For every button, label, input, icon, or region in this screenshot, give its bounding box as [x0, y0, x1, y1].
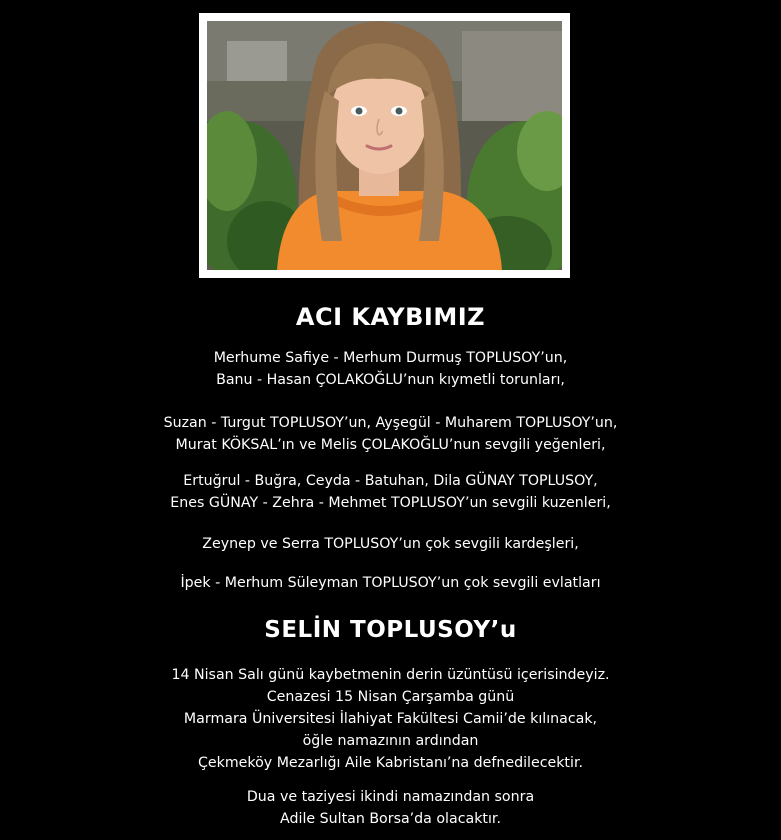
deceased-name: SELİN TOPLUSOY’u — [264, 617, 517, 643]
text-line: Murat KÖKSAL’ın ve Melis ÇOLAKOĞLU’nun sevgili yeğenleri, — [175, 437, 606, 453]
cousins-text — [0, 470, 781, 514]
funeral-info-text — [0, 664, 781, 774]
text-line: Banu - Hasan ÇOLAKOĞLU’nun kıymetli torunları, — [216, 372, 565, 388]
text-line: Merhume Safiye - Merhum Durmuş TOPLUSOY’un, — [213, 350, 568, 366]
page-title: ACI KAYBIMIZ — [295, 303, 486, 331]
text-line: Marmara Üniversitesi İlahiyat Fakültesi Camii’de kılınacak, — [183, 711, 598, 727]
text-line: Ertuğrul - Buğra, Ceyda - Batuhan, Dila GÜNAY TOPLUSOY, — [183, 473, 598, 489]
text-line: Zeynep ve Serra TOPLUSOY’un çok sevgili kardeşleri, — [202, 536, 579, 552]
text-line: Cenazesi 15 Nisan Çarşamba günü — [266, 689, 515, 705]
grandparents-text — [0, 347, 781, 391]
siblings-text — [0, 533, 781, 555]
aunts-uncles-text — [0, 412, 781, 456]
text-line: İpek - Merhum Süleyman TOPLUSOY’un çok sevgili evlatları — [180, 575, 601, 591]
text-line: öğle namazının ardından — [302, 733, 479, 749]
portrait-photo-frame — [199, 13, 570, 278]
text-line: Çekmeköy Mezarlığı Aile Kabristanı’na defnedilecektir. — [198, 755, 583, 771]
text-line: Adile Sultan Borsa’da olacaktır. — [280, 811, 501, 827]
text-line: Dua ve taziyesi ikindi namazından sonra — [246, 789, 535, 805]
text-line: Enes GÜNAY - Zehra - Mehmet TOPLUSOY’un sevgili kuzenleri, — [170, 495, 611, 511]
portrait-photo-icon — [207, 21, 562, 270]
text-line: Suzan - Turgut TOPLUSOY’un, Ayşegül - Muharem TOPLUSOY’un, — [163, 415, 618, 431]
condolence-text — [0, 786, 781, 830]
text-line: 14 Nisan Salı günü kaybetmenin derin üzüntüsü içerisindeyiz. — [171, 667, 610, 683]
parents-text — [0, 572, 781, 594]
